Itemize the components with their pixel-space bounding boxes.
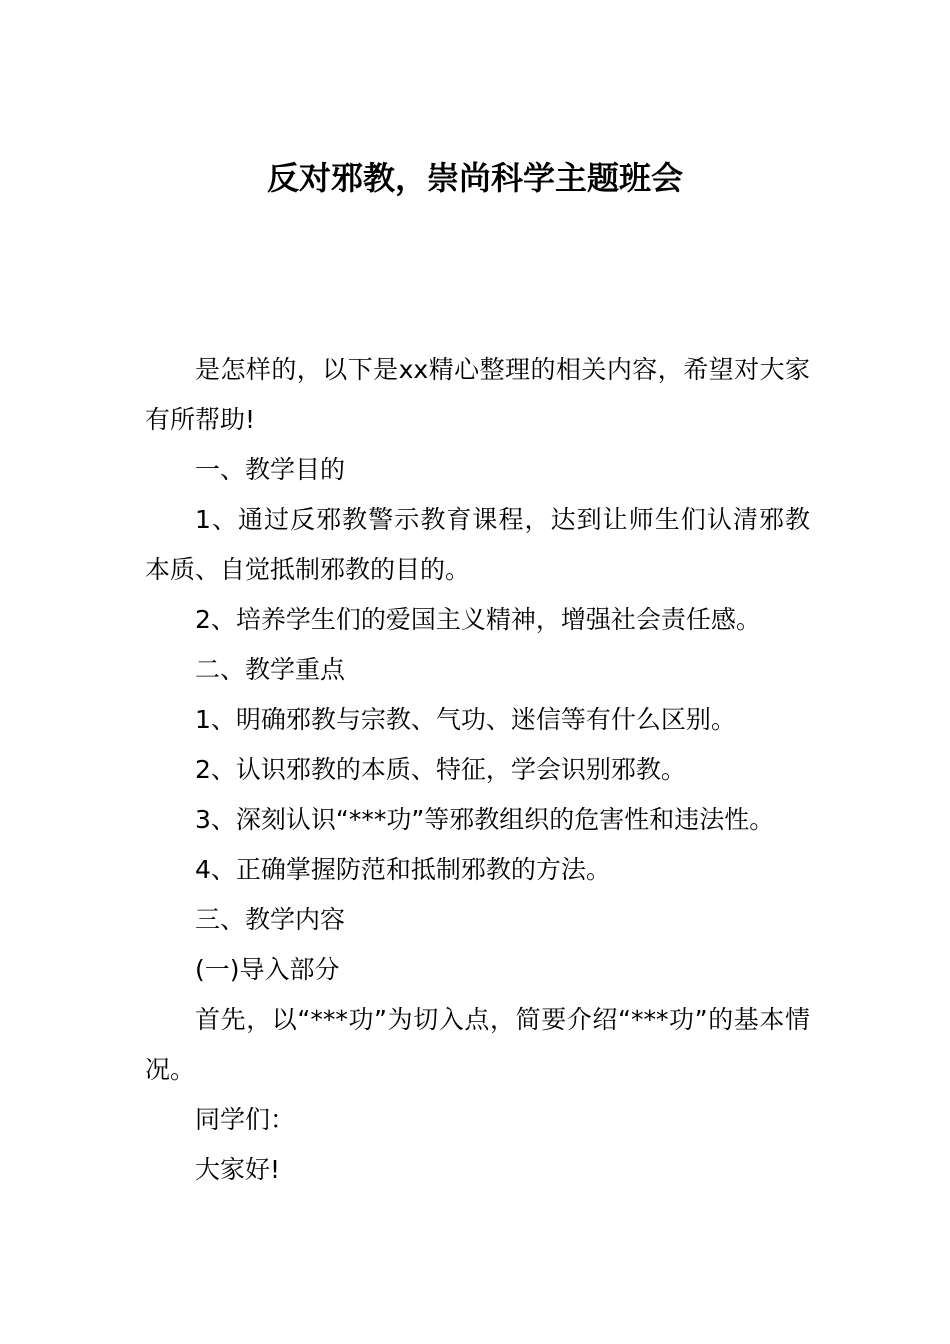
paragraph: 3、深刻认识“***功”等邪教组织的危害性和违法性。 [195, 805, 775, 834]
paragraph: 1、通过反邪教警示教育课程，达到让师生们认清邪教本质、自觉抵制邪教的目的。 [145, 505, 810, 584]
document-title: 反对邪教，崇尚科学主题班会 [266, 159, 683, 197]
paragraph: 2、培养学生们的爱国主义精神，增强社会责任感。 [195, 605, 761, 634]
paragraph: 首先，以“***功”为切入点，简要介绍“***功”的基本情况。 [145, 1005, 810, 1084]
section-heading: 二、教学重点 [195, 655, 346, 684]
section-heading: 一、教学目的 [195, 455, 346, 484]
paragraph: 4、正确掌握防范和抵制邪教的方法。 [195, 855, 611, 884]
paragraph: 同学们： [195, 1105, 296, 1134]
section-heading: 三、教学内容 [195, 905, 346, 934]
subsection-heading: (一)导入部分 [195, 955, 340, 984]
paragraph: 2、认识邪教的本质、特征，学会识别邪教。 [195, 755, 686, 784]
document-body [145, 345, 810, 1195]
paragraph: 大家好! [195, 1155, 281, 1184]
paragraph: 是怎样的，以下是xx精心整理的相关内容，希望对大家有所帮助! [145, 355, 810, 434]
paragraph: 1、明确邪教与宗教、气功、迷信等有什么区别。 [195, 705, 736, 734]
